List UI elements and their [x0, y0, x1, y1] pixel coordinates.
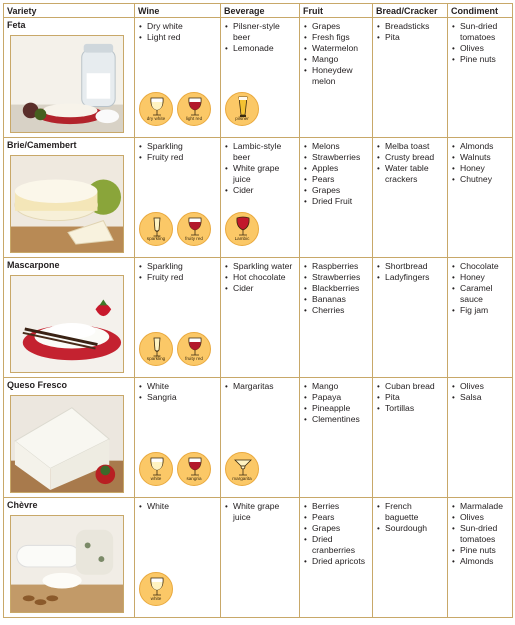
condiment-item: • Chutney: [452, 174, 510, 185]
condiment-item: • Fig jam: [452, 305, 510, 316]
pilsner-glass-icon: [225, 92, 259, 126]
wine-cell: [135, 18, 221, 138]
fruit-item: • Pineapple: [304, 403, 370, 414]
bread-cracker-cell: [373, 378, 448, 498]
wine-item: • Sangria: [139, 392, 218, 403]
wine-cell: [135, 258, 221, 378]
cheese-photo: [10, 515, 124, 613]
condiment-item: • Olives: [452, 381, 510, 392]
drink-icon-row: [139, 212, 211, 246]
red-wine-glass-icon: [177, 92, 211, 126]
fruit-cell: [300, 258, 373, 378]
bread-cracker-item: • Sourdough: [377, 523, 445, 534]
sparkling-flute-icon: [139, 332, 173, 366]
beverage-cell: [221, 18, 300, 138]
bread-cracker-cell: [373, 258, 448, 378]
beverage-list: [225, 21, 297, 54]
wine-list: [139, 261, 218, 283]
cheese-photo: [10, 35, 124, 133]
cheese-row-queso-fresco: [4, 378, 513, 498]
condiment-item: • Marmalade: [452, 501, 510, 512]
variety-cell: [4, 138, 135, 258]
fruit-item: • Raspberries: [304, 261, 370, 272]
wine-item: • Light red: [139, 32, 218, 43]
beverage-item: • Sparkling water: [225, 261, 297, 272]
bread-cracker-item: • Shortbread: [377, 261, 445, 272]
fruit-item: • Blackberries: [304, 283, 370, 294]
wine-item: • Sparkling: [139, 141, 218, 152]
fruit-item: • Mango: [304, 54, 370, 65]
condiment-item: • Sun-dried tomatoes: [452, 523, 510, 545]
condiment-item: • Olives: [452, 512, 510, 523]
beverage-item: • White grape juice: [225, 163, 297, 185]
cheese-photo: [10, 395, 124, 493]
variety-cell: [4, 18, 135, 138]
drink-icon-label: fruity red: [185, 236, 203, 241]
beverage-item: • Margaritas: [225, 381, 297, 392]
drink-icon-label: pilsner: [235, 116, 249, 121]
fruit-list: [304, 141, 370, 207]
drink-icon-label: sangria: [186, 476, 202, 481]
beverage-list: [225, 261, 297, 294]
variety-cell: [4, 258, 135, 378]
lambic-glass-icon: [225, 212, 259, 246]
bread-cracker-item: • Breadsticks: [377, 21, 445, 32]
drink-icon-row: [225, 452, 259, 486]
fruit-item: • Grapes: [304, 21, 370, 32]
fruit-item: • Dried apricots: [304, 556, 370, 567]
wine-item: • Sparkling: [139, 261, 218, 272]
bread-cracker-item: • Ladyfingers: [377, 272, 445, 283]
bread-cracker-cell: [373, 498, 448, 618]
condiment-list: [452, 501, 510, 567]
drink-icon-label: fruity red: [185, 356, 203, 361]
wine-item: • White: [139, 501, 218, 512]
condiment-item: • Sun-dried tomatoes: [452, 21, 510, 43]
bread-cracker-list: [377, 501, 445, 534]
fruit-item: • Pears: [304, 512, 370, 523]
beverage-list: [225, 381, 297, 392]
fruit-item: • Honeydew melon: [304, 65, 370, 87]
fruit-item: • Fresh figs: [304, 32, 370, 43]
bread-cracker-item: • Water table crackers: [377, 163, 445, 185]
condiment-item: • Almonds: [452, 141, 510, 152]
cheese-row-brie-camembert: [4, 138, 513, 258]
beverage-item: • Cider: [225, 283, 297, 294]
white-wine-glass-icon: [139, 92, 173, 126]
variety-name: Mascarpone: [7, 260, 60, 270]
condiment-item: • Salsa: [452, 392, 510, 403]
condiment-item: • Honey: [452, 272, 510, 283]
fruit-list: [304, 501, 370, 567]
condiment-item: • Chocolate: [452, 261, 510, 272]
fruit-item: • Apples: [304, 163, 370, 174]
condiment-item: • Almonds: [452, 556, 510, 567]
cheese-row-mascarpone: [4, 258, 513, 378]
condiment-item: • Olives: [452, 43, 510, 54]
bread-cracker-item: • Cuban bread: [377, 381, 445, 392]
condiment-cell: [448, 18, 513, 138]
condiment-list: [452, 261, 510, 316]
cheese-row-feta: [4, 18, 513, 138]
condiment-item: • Walnuts: [452, 152, 510, 163]
fruit-cell: [300, 378, 373, 498]
beverage-list: [225, 501, 297, 523]
fruit-list: [304, 261, 370, 316]
beverage-cell: [221, 258, 300, 378]
sangria-glass-icon: [177, 452, 211, 486]
cheese-photo: [10, 155, 124, 253]
variety-name: Chèvre: [7, 500, 38, 510]
variety-cell: [4, 378, 135, 498]
red-wine-glass-icon: [177, 332, 211, 366]
beverage-item: • Lemonade: [225, 43, 297, 54]
beverage-item: • Pilsner-style beer: [225, 21, 297, 43]
fruit-item: • Mango: [304, 381, 370, 392]
variety-name: Queso Fresco: [7, 380, 68, 390]
fruit-item: • Grapes: [304, 185, 370, 196]
fruit-cell: [300, 138, 373, 258]
condiment-cell: [448, 138, 513, 258]
header-fruit: Fruit: [300, 4, 373, 18]
condiment-item: • Pine nuts: [452, 54, 510, 65]
bread-cracker-cell: [373, 18, 448, 138]
condiment-list: [452, 21, 510, 65]
fruit-item: • Papaya: [304, 392, 370, 403]
fruit-cell: [300, 18, 373, 138]
drink-icon-row: [225, 92, 259, 126]
wine-list: [139, 501, 218, 512]
condiment-cell: [448, 378, 513, 498]
beverage-item: • White grape juice: [225, 501, 297, 523]
condiment-list: [452, 381, 510, 403]
drink-icon-row: [139, 452, 211, 486]
drink-icon-label: light red: [185, 116, 203, 121]
fruit-item: • Berries: [304, 501, 370, 512]
red-wine-glass-icon: [177, 212, 211, 246]
fruit-item: • Strawberries: [304, 272, 370, 283]
bread-cracker-list: [377, 21, 445, 43]
drink-icon-label: white: [150, 596, 162, 601]
cheese-row-chevre: [4, 498, 513, 618]
header-row: [4, 4, 513, 18]
margarita-glass-icon: [225, 452, 259, 486]
drink-icon-row: [139, 92, 211, 126]
fruit-item: • Watermelon: [304, 43, 370, 54]
drink-icon-label: margarita: [232, 476, 252, 481]
bread-cracker-list: [377, 381, 445, 414]
drink-icon-label: sparkling: [146, 236, 166, 241]
bread-cracker-list: [377, 261, 445, 283]
header-beverage: Beverage: [221, 4, 300, 18]
beverage-item: • Lambic-style beer: [225, 141, 297, 163]
cheese-pairing-table: [3, 3, 513, 618]
fruit-item: • Melons: [304, 141, 370, 152]
condiment-item: • Pine nuts: [452, 545, 510, 556]
bread-cracker-cell: [373, 138, 448, 258]
fruit-item: • Dried Fruit: [304, 196, 370, 207]
drink-icon-label: white: [150, 476, 162, 481]
variety-name: Brie/Camembert: [7, 140, 77, 150]
wine-cell: [135, 498, 221, 618]
fruit-item: • Clementines: [304, 414, 370, 425]
white-wine-glass-icon: [139, 452, 173, 486]
header-condiment: Condiment: [448, 4, 513, 18]
drink-icon-label: sparkling: [146, 356, 166, 361]
beverage-cell: [221, 498, 300, 618]
wine-item: • Dry white: [139, 21, 218, 32]
header-wine: Wine: [135, 4, 221, 18]
fruit-item: • Pears: [304, 174, 370, 185]
variety-cell: [4, 498, 135, 618]
beverage-item: • Hot chocolate: [225, 272, 297, 283]
beverage-item: • Cider: [225, 185, 297, 196]
drink-icon-row: [139, 572, 173, 606]
fruit-item: • Strawberries: [304, 152, 370, 163]
bread-cracker-list: [377, 141, 445, 185]
condiment-item: • Honey: [452, 163, 510, 174]
sparkling-flute-icon: [139, 212, 173, 246]
header-variety: Variety: [4, 4, 135, 18]
condiment-item: • Caramel sauce: [452, 283, 510, 305]
wine-item: • White: [139, 381, 218, 392]
header-bread-cracker: Bread/Cracker: [373, 4, 448, 18]
wine-list: [139, 381, 218, 403]
cheese-photo: [10, 275, 124, 373]
drink-icon-label: dry white: [146, 116, 166, 121]
fruit-cell: [300, 498, 373, 618]
fruit-list: [304, 21, 370, 87]
bread-cracker-item: • Pita: [377, 392, 445, 403]
bread-cracker-item: • Crusty bread: [377, 152, 445, 163]
beverage-list: [225, 141, 297, 196]
fruit-list: [304, 381, 370, 425]
white-wine-glass-icon: [139, 572, 173, 606]
fruit-item: • Dried cranberries: [304, 534, 370, 556]
condiment-list: [452, 141, 510, 185]
bread-cracker-item: • Melba toast: [377, 141, 445, 152]
fruit-item: • Cherries: [304, 305, 370, 316]
fruit-item: • Bananas: [304, 294, 370, 305]
condiment-cell: [448, 498, 513, 618]
wine-item: • Fruity red: [139, 152, 218, 163]
wine-list: [139, 141, 218, 163]
wine-list: [139, 21, 218, 43]
drink-icon-row: [225, 212, 259, 246]
beverage-cell: [221, 378, 300, 498]
bread-cracker-item: • Tortillas: [377, 403, 445, 414]
drink-icon-label: Lambic: [234, 236, 250, 241]
condiment-cell: [448, 258, 513, 378]
wine-cell: [135, 378, 221, 498]
fruit-item: • Grapes: [304, 523, 370, 534]
drink-icon-row: [139, 332, 211, 366]
wine-cell: [135, 138, 221, 258]
variety-name: Feta: [7, 20, 26, 30]
bread-cracker-item: • French baguette: [377, 501, 445, 523]
bread-cracker-item: • Pita: [377, 32, 445, 43]
beverage-cell: [221, 138, 300, 258]
wine-item: • Fruity red: [139, 272, 218, 283]
